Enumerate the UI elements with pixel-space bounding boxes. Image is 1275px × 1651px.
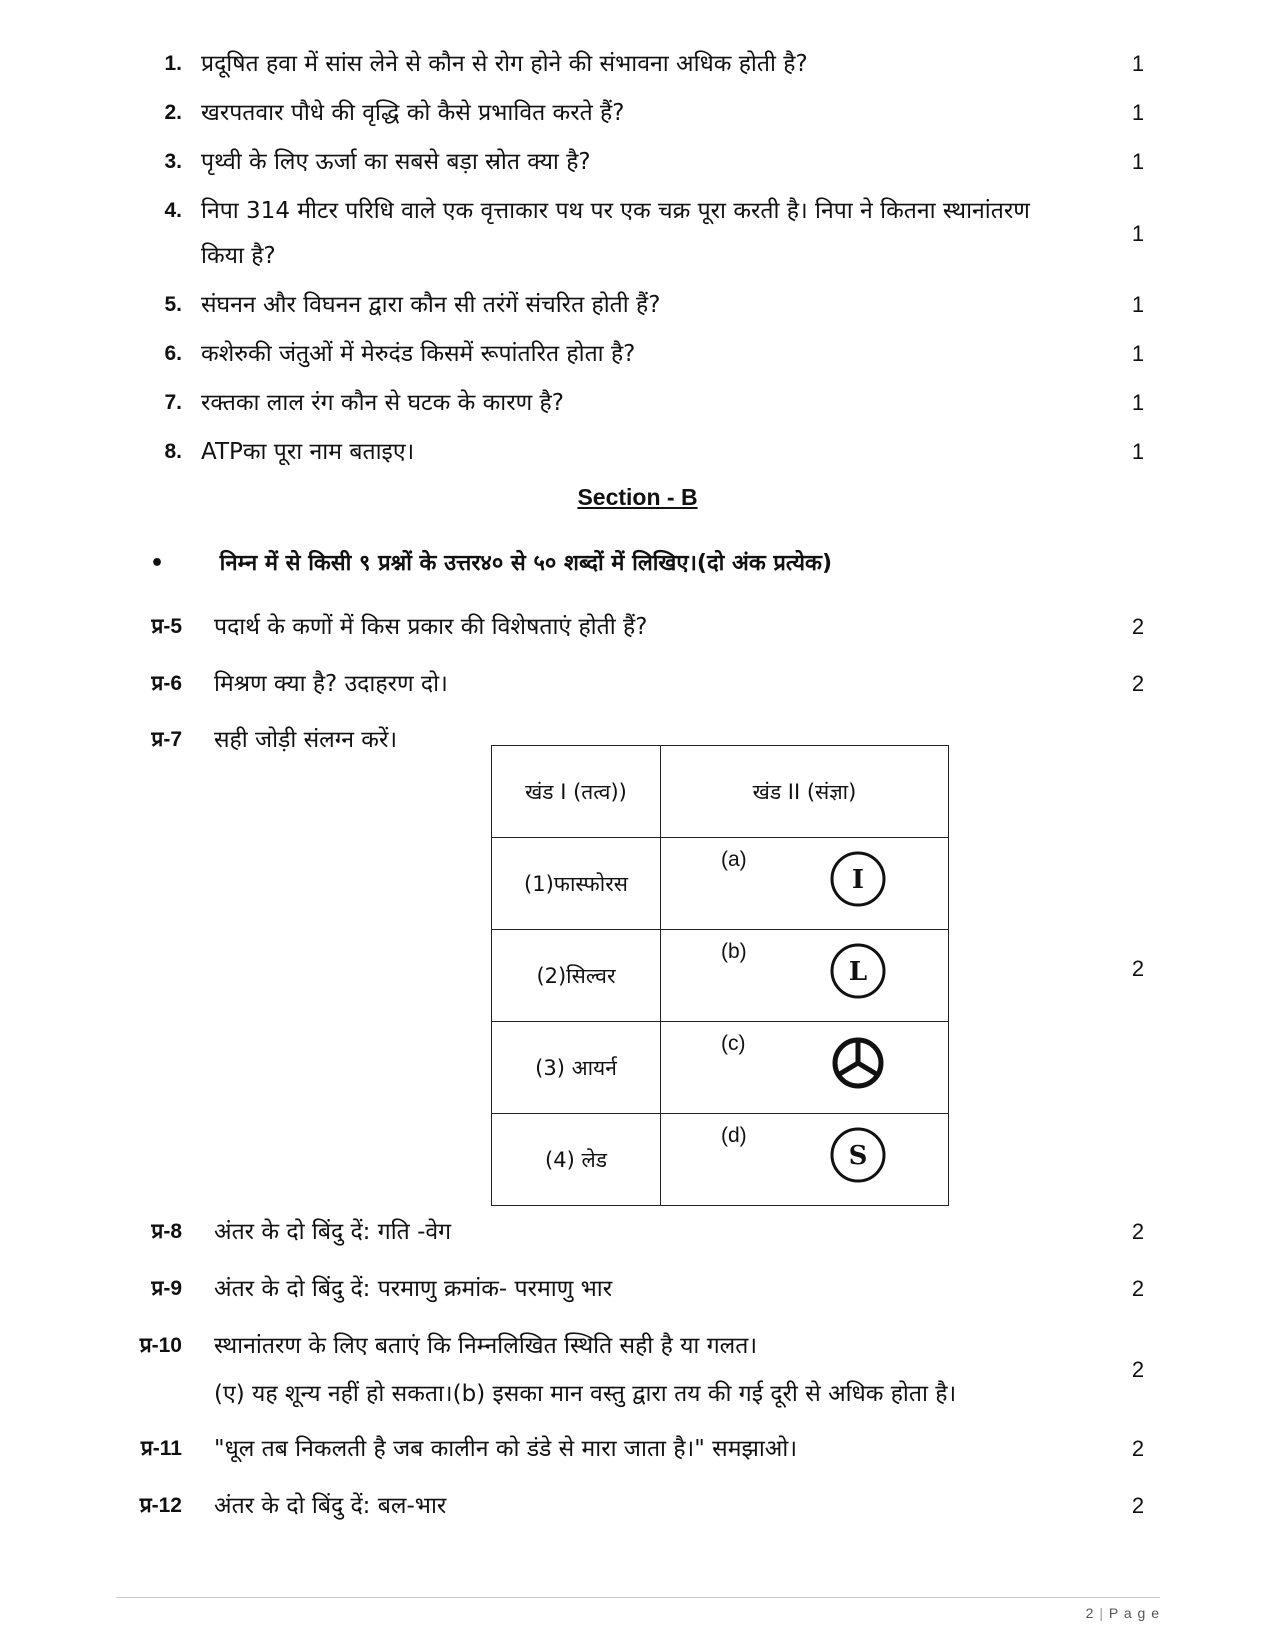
bullet-icon: • [150, 551, 165, 576]
question-text: मिश्रण क्या है? उदाहरण दो। [214, 671, 448, 697]
question-number: 8. [164, 440, 182, 463]
question-number: प्र-11 [140, 1437, 182, 1460]
question-number: प्र-10 [139, 1334, 182, 1357]
question-text: स्थानांतरण के लिए बताएं कि निम्नलिखित स्थिति सही है या गलत। [214, 1333, 758, 1359]
symbol-cell [661, 930, 949, 1022]
question-marks: 2 [1131, 956, 1145, 981]
question-marks: 2 [1131, 1219, 1145, 1244]
question-number: 1. [164, 52, 182, 75]
question-marks: 1 [1131, 100, 1145, 125]
section-b-instruction [150, 547, 1150, 577]
symbol-cell [661, 1022, 949, 1114]
question-text: पृथ्वी के लिए ऊर्जा का सबसे बड़ा स्रोत क्या है? [201, 149, 591, 175]
question-text: कशेरुकी जंतुओं में मेरुदंड किसमें रूपांतरित होता है? [201, 341, 636, 367]
table-row [492, 1022, 949, 1114]
question-marks: 1 [1131, 292, 1145, 317]
question-text: अंतर के दो बिंदु दें: परमाणु क्रमांक- परमाणु भार [214, 1276, 613, 1302]
symbol-l-icon [829, 942, 887, 1000]
question-text: रक्तका लाल रंग कौन से घटक के कारण है? [201, 390, 564, 416]
question-number: 7. [164, 391, 182, 414]
column-header-elements: खंड I (तत्व)) [492, 746, 661, 838]
page-footer [1050, 1605, 1160, 1621]
question-text: ATPका पूरा नाम बताइए। [201, 439, 415, 465]
question-text-continued: किया है? [201, 243, 276, 269]
question-marks: 1 [1131, 341, 1145, 366]
question-marks: 2 [1131, 1436, 1145, 1461]
symbol-i-icon [829, 850, 887, 908]
footer-divider [116, 1597, 1160, 1598]
table-row [492, 838, 949, 930]
symbol-text: I [851, 865, 865, 895]
symbol-s-icon [829, 1126, 887, 1184]
question-marks: 1 [1131, 149, 1145, 174]
question-text: निपा 314 मीटर परिधि वाले एक वृत्ताकार पथ पर एक चक्र पूरा करती है। निपा ने कितना स्थानांतरण [201, 198, 1030, 224]
question-number: 6. [164, 342, 182, 365]
question-number: प्र-9 [151, 1277, 182, 1300]
option-letter: (d) [721, 1124, 747, 1147]
page-label: P a g e [1108, 1605, 1160, 1621]
question-text: अंतर के दो बिंदु दें: गति -वेग [214, 1219, 452, 1245]
question-number: प्र-12 [139, 1494, 182, 1517]
question-marks: 1 [1131, 390, 1145, 415]
question-text-continued: (ए) यह शून्य नहीं हो सकता।(b) इसका मान वस्तु द्वारा तय की गई दूरी से अधिक होता है। [214, 1381, 957, 1407]
question-marks: 2 [1131, 1276, 1145, 1301]
option-letter: (b) [721, 940, 747, 963]
match-table [491, 745, 949, 1206]
question-number: 3. [164, 150, 182, 173]
question-number: 5. [164, 293, 182, 316]
section-b-heading: Section - B [577, 484, 698, 510]
option-letter: (c) [721, 1032, 746, 1055]
question-marks: 2 [1131, 1357, 1145, 1382]
question-number: प्र-5 [151, 615, 182, 638]
symbol-text: L [848, 957, 868, 987]
mercedes-symbol-icon [829, 1034, 887, 1092]
question-text: सही जोड़ी संलग्न करें। [214, 727, 398, 753]
question-marks: 2 [1131, 1493, 1145, 1518]
question-marks: 2 [1131, 614, 1145, 639]
question-text: प्रदूषित हवा में सांस लेने से कौन से रोग होने की संभावना अधिक होती है? [201, 51, 808, 77]
element-cell: (2)सिल्वर [492, 930, 661, 1022]
question-marks: 1 [1131, 439, 1145, 464]
table-row [492, 1114, 949, 1206]
symbol-cell [661, 1114, 949, 1206]
question-marks: 1 [1131, 221, 1145, 246]
question-text: अंतर के दो बिंदु दें: बल-भार [214, 1493, 447, 1519]
table-header-row [492, 746, 949, 838]
question-text: संघनन और विघनन द्वारा कौन सी तरंगें संचरित होती हैं? [201, 292, 661, 318]
question-text: "धूल तब निकलती है जब कालीन को डंडे से मारा जाता है।" समझाओ। [214, 1436, 798, 1462]
question-number: प्र-6 [151, 672, 182, 695]
question-number: प्र-8 [151, 1220, 182, 1243]
question-marks: 1 [1131, 51, 1145, 76]
symbol-text: S [848, 1141, 868, 1171]
table-row [492, 930, 949, 1022]
question-number: प्र-7 [151, 728, 182, 751]
question-number: 2. [164, 101, 182, 124]
instruction-text: निम्न में से किसी ९ प्रश्नों के उत्तर४० से ५० शब्दों में लिखिए।(दो अंक प्रत्येक) [219, 551, 833, 576]
element-cell: (4) लेड [492, 1114, 661, 1206]
column-header-symbols: खंड II (संज्ञा) [661, 746, 949, 838]
symbol-cell [661, 838, 949, 930]
element-cell: (3) आयर्न [492, 1022, 661, 1114]
question-number: 4. [164, 199, 182, 222]
option-letter: (a) [721, 848, 747, 871]
question-marks: 2 [1131, 671, 1145, 696]
question-text: पदार्थ के कणों में किस प्रकार की विशेषताएं होती हैं? [214, 614, 648, 640]
element-cell: (1)फास्फोरस [492, 838, 661, 930]
footer-separator: | [1099, 1605, 1104, 1621]
page-number: 2 [1085, 1605, 1095, 1621]
question-text: खरपतवार पौधे की वृद्धि को कैसे प्रभावित करते हैं? [201, 100, 625, 126]
